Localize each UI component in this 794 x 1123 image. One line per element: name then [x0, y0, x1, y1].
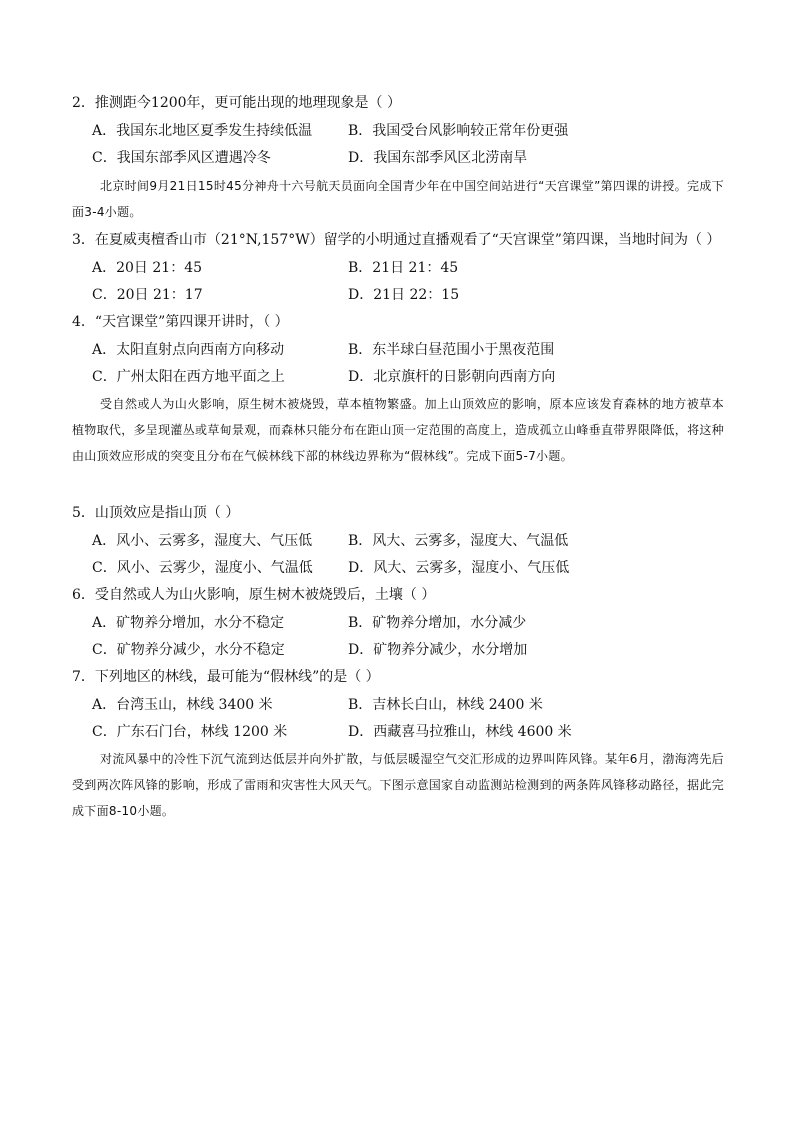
- question-3-stem: 3．在夏威夷檀香山市（21°N,157°W）留学的小明通过直播观看了“天宫课堂”第四课，当地时间为（ ）: [72, 232, 721, 248]
- question-5-stem: 5．山顶效应是指山顶（ ）: [72, 505, 240, 521]
- passage-5-7: 受自然或人为山火影响，原生树木被烧毁，草本植物繁盛。加上山顶效应的影响，原本应该发育森林的地方被草本植物取代，多呈现灌丛或草甸景观，而森林只能分布在距山顶一定范围的高度上，造成孤立山峰垂直带界限降低，将这种由山顶效应形成的突变且分布在气候林线下部的林线边界称为“假林线”。完成下面5-7小题。: [72, 397, 724, 463]
- question-5-option-a: A．风小、云雾多，湿度大、气压低: [92, 533, 313, 549]
- question-5-option-c: C．风小、云雾少，湿度小、气温低: [92, 560, 313, 576]
- question-2-stem: 2．推测距今1200年，更可能出现的地理现象是（ ）: [72, 95, 401, 111]
- question-6-option-c: C．矿物养分减少，水分不稳定: [92, 642, 285, 658]
- question-4-stem: 4．“天宫课堂”第四课开讲时，（ ）: [72, 314, 289, 330]
- question-7-stem: 7．下列地区的林线，最可能为“假林线”的是（ ）: [72, 669, 380, 685]
- question-7-option-a: A．台湾玉山，林线 3400 米: [92, 697, 273, 713]
- question-7-option-c: C．广东石门台，林线 1200 米: [92, 724, 288, 740]
- question-6-option-a: A．矿物养分增加，水分不稳定: [92, 615, 285, 631]
- question-7-option-d: D．西藏喜马拉雅山，林线 4600 米: [348, 724, 572, 740]
- question-7-option-b: B．吉林长白山，林线 2400 米: [348, 697, 543, 713]
- question-4-option-c: C．广州太阳在西方地平面之上: [92, 369, 285, 385]
- question-6-option-b: B．矿物养分增加，水分减少: [348, 615, 527, 631]
- question-4-option-a: A．太阳直射点向西南方向移动: [92, 342, 285, 358]
- question-2-option-d: D．我国东部季风区北涝南旱: [348, 150, 528, 166]
- question-4-option-d: D．北京旗杆的日影朝向西南方向: [348, 369, 556, 385]
- question-5-option-b: B．风大、云雾多，湿度大、气温低: [348, 533, 569, 549]
- passage-8-10: 对流风暴中的冷性下沉气流到达低层并向外扩散，与低层暖湿空气交汇形成的边界叫阵风锋。某年6月，渤海湾先后受到两次阵风锋的影响，形成了雷雨和灾害性大风天气。下图示意国家自动监测站检测到的两条阵风锋移动路径，据此完成下面8-10小题。: [72, 752, 724, 818]
- question-2-option-b: B．我国受台风影响较正常年份更强: [348, 123, 569, 139]
- question-6-stem: 6．受自然或人为山火影响，原生树木被烧毁后，土壤（ ）: [72, 587, 436, 603]
- passage-3-4: 北京时间9月21日15时45分神舟十六号航天员面向全国青少年在中国空间站进行“天宫课堂”第四课的讲授。完成下面3-4小题。: [72, 179, 724, 219]
- question-5-option-d: D．风大、云雾多，湿度小、气压低: [348, 560, 570, 576]
- question-3-option-a: A．20日 21：45: [92, 260, 203, 276]
- question-6-option-d: D．矿物养分减少，水分增加: [348, 642, 528, 658]
- question-2-option-c: C．我国东部季风区遭遇冷冬: [92, 150, 271, 166]
- question-3-option-c: C．20日 21：17: [92, 287, 203, 303]
- question-2-option-a: A．我国东北地区夏季发生持续低温: [92, 123, 313, 139]
- question-3-option-d: D．21日 22：15: [348, 287, 460, 303]
- question-3-option-b: B．21日 21：45: [348, 260, 459, 276]
- question-4-option-b: B．东半球白昼范围小于黑夜范围: [348, 342, 555, 358]
